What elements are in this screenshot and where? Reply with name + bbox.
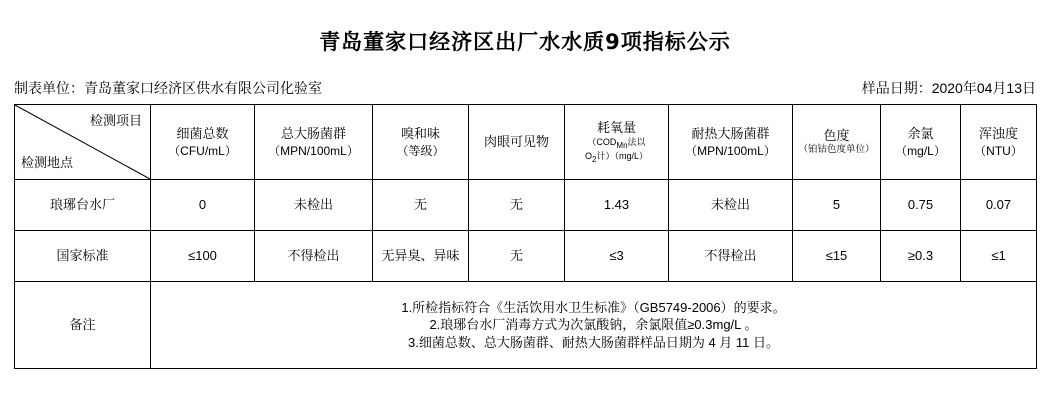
- column-header-bacteria-count: [151, 105, 255, 180]
- cell-value: 1.43: [565, 180, 669, 231]
- column-header-name: 细菌总数: [176, 126, 229, 142]
- cell-value: 无: [373, 180, 469, 231]
- cell-value: 无: [469, 180, 565, 231]
- corner-bottom-label: 检测地点: [21, 155, 74, 171]
- column-header-residual-chlorine: [881, 105, 961, 180]
- column-header-unit: （CFU/mL）: [168, 143, 237, 158]
- table-row: [15, 180, 1037, 231]
- column-header-turbidity: [961, 105, 1037, 180]
- column-header-name: 耐热大肠菌群: [691, 126, 770, 142]
- sample-date-label: 样品日期：2020年04月13日: [861, 80, 1036, 96]
- table-corner-cell: [15, 105, 151, 180]
- column-header-unit: （NTU）: [974, 143, 1023, 158]
- cell-value: ≥0.3: [881, 231, 961, 282]
- cell-value: 未检出: [255, 180, 373, 231]
- cell-value: 不得检出: [669, 231, 793, 282]
- column-header-name: 总大肠菌群: [280, 126, 346, 142]
- column-header-name: 浑浊度: [978, 126, 1018, 142]
- cell-value: 0.75: [881, 180, 961, 231]
- column-header-name: 余氯: [907, 126, 934, 142]
- page-title: 青岛董家口经济区出厂水水质9项指标公示: [319, 30, 731, 54]
- cell-value: 0: [151, 180, 255, 231]
- row-label: 国家标准: [15, 231, 151, 282]
- column-header-thermotolerant-coliform: [669, 105, 793, 180]
- column-header-name: 色度: [823, 127, 850, 143]
- column-header-unit: （等级）: [396, 143, 445, 158]
- column-header-chroma: [793, 105, 881, 180]
- column-header-unit: （CODMn法以 O2计）（mg/L）: [585, 136, 648, 164]
- cell-value: ≤3: [565, 231, 669, 282]
- column-header-oxygen-consumption: [565, 105, 669, 180]
- table-row: [15, 231, 1037, 282]
- column-header-visible-matter: [469, 105, 565, 180]
- column-header-odor-taste: [373, 105, 469, 180]
- cell-value: 无: [469, 231, 565, 282]
- cell-value: ≤15: [793, 231, 881, 282]
- cell-value: 5: [793, 180, 881, 231]
- column-header-unit: （铂钴色度单位）: [798, 144, 875, 156]
- column-header-unit: （MPN/100mL）: [685, 143, 776, 158]
- corner-top-label: 检测项目: [89, 113, 142, 128]
- column-header-total-coliform: [255, 105, 373, 180]
- meta-row: [0, 56, 1050, 104]
- column-header-name: 嗅和味: [400, 126, 440, 142]
- note-line: 1.所检指标符合《生活饮用水卫生标准》（GB5749-2006）的要求。: [401, 299, 786, 315]
- notes-row: [15, 282, 1037, 369]
- cell-value: ≤1: [961, 231, 1037, 282]
- row-label: 琅琊台水厂: [15, 180, 151, 231]
- column-header-name: 肉眼可见物: [483, 134, 549, 150]
- note-line: 2.琅琊台水厂消毒方式为次氯酸钠，余氯限值≥0.3mg/L 。: [429, 317, 758, 333]
- cell-value: 不得检出: [255, 231, 373, 282]
- note-line: 3.细菌总数、总大肠菌群、耐热大肠菌群样品日期为 4 月 11 日。: [407, 334, 779, 350]
- cell-value: 无异臭、异味: [373, 231, 469, 282]
- producer-label: 制表单位：青岛董家口经济区供水有限公司化验室: [14, 80, 322, 96]
- notes-label: 备注: [15, 282, 151, 369]
- column-header-unit: （MPN/100mL）: [268, 143, 359, 158]
- cell-value: 未检出: [669, 180, 793, 231]
- column-header-name: 耗氧量: [596, 120, 636, 136]
- water-quality-table: [14, 104, 1037, 369]
- notes-body: [151, 282, 1037, 369]
- table-header-row: [15, 105, 1037, 180]
- cell-value: ≤100: [151, 231, 255, 282]
- column-header-unit: （mg/L）: [895, 143, 946, 158]
- cell-value: 0.07: [961, 180, 1037, 231]
